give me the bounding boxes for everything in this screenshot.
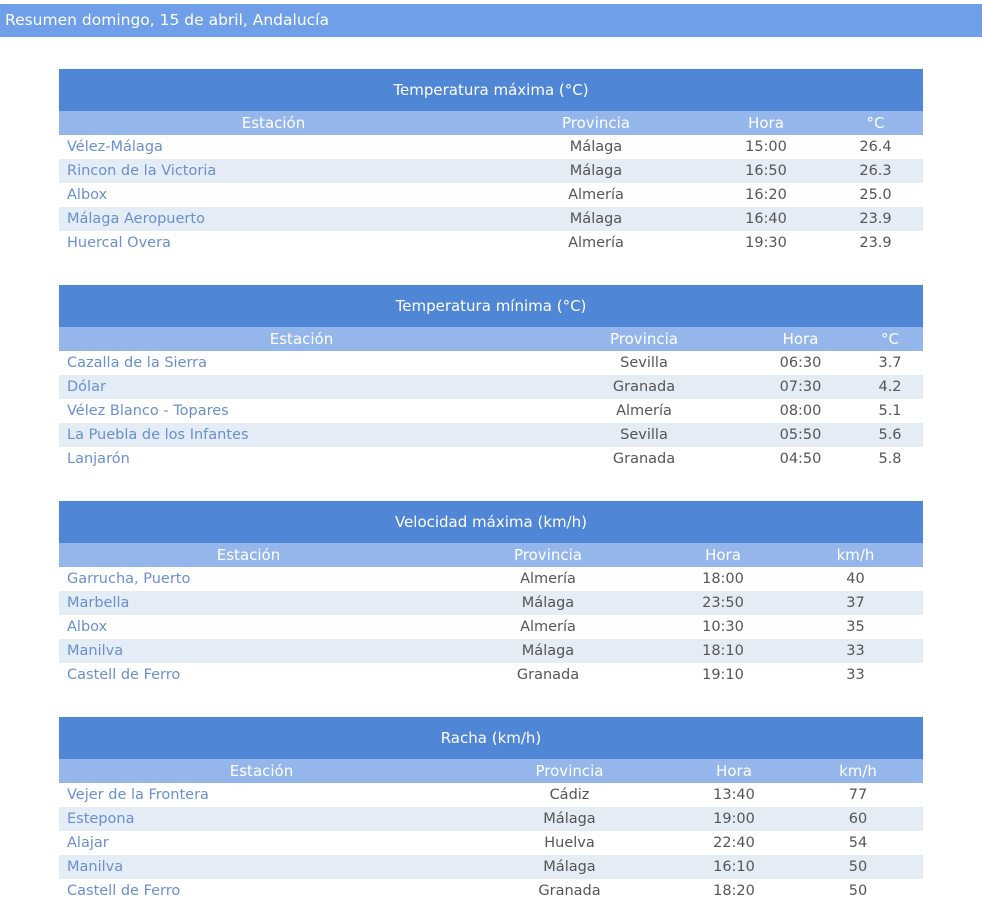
table-row bbox=[59, 663, 923, 687]
value-cell: 5.1 bbox=[878, 403, 902, 419]
column-header-time: Hora bbox=[675, 759, 793, 783]
data-table bbox=[59, 111, 923, 255]
time-cell: 18:10 bbox=[658, 639, 788, 663]
province-cell: Cádiz bbox=[549, 787, 590, 803]
time-cell: 19:30 bbox=[745, 235, 787, 251]
value-cell: 5.6 bbox=[857, 423, 923, 447]
value-cell: 26.3 bbox=[828, 159, 923, 183]
station-link[interactable]: Garrucha, Puerto bbox=[67, 571, 191, 587]
value-cell: 40 bbox=[846, 571, 865, 587]
table-row bbox=[59, 351, 923, 375]
province-cell: Málaga bbox=[464, 807, 675, 831]
time-cell: 13:40 bbox=[713, 787, 755, 803]
value-cell: 60 bbox=[793, 807, 923, 831]
table-title: Temperatura máxima (°C) bbox=[59, 69, 923, 111]
column-header-province: Provincia bbox=[488, 111, 704, 135]
station-link[interactable]: Albox bbox=[67, 619, 108, 635]
value-cell: 23.9 bbox=[859, 235, 892, 251]
table-row bbox=[59, 423, 923, 447]
column-header-value: °C bbox=[857, 327, 923, 351]
time-cell: 05:50 bbox=[744, 423, 857, 447]
value-cell: 33 bbox=[788, 639, 923, 663]
province-cell: Granada bbox=[544, 375, 744, 399]
table-row bbox=[59, 807, 923, 831]
table-title: Temperatura mínima (°C) bbox=[59, 285, 923, 327]
station-link[interactable]: Vejer de la Frontera bbox=[67, 787, 209, 803]
column-header-station: Estación bbox=[59, 111, 488, 135]
station-link[interactable]: Vélez-Málaga bbox=[67, 139, 163, 155]
column-header-province: Provincia bbox=[464, 759, 675, 783]
column-header-time: Hora bbox=[658, 543, 788, 567]
value-cell: 5.8 bbox=[878, 451, 902, 467]
table-row bbox=[59, 783, 923, 807]
table-max-wind-speed bbox=[59, 501, 923, 687]
table-row bbox=[59, 615, 923, 639]
table-row bbox=[59, 855, 923, 879]
value-cell: 26.4 bbox=[859, 139, 892, 155]
station-link[interactable]: Rincon de la Victoria bbox=[59, 159, 488, 183]
time-cell: 19:10 bbox=[702, 667, 744, 683]
table-wind-gust bbox=[59, 717, 923, 903]
station-link[interactable]: Cazalla de la Sierra bbox=[67, 355, 208, 371]
table-max-temperature bbox=[59, 69, 923, 255]
time-cell: 10:30 bbox=[702, 619, 744, 635]
column-header-value: °C bbox=[828, 111, 923, 135]
province-cell: Málaga bbox=[464, 855, 675, 879]
table-row bbox=[59, 231, 923, 255]
province-cell: Sevilla bbox=[620, 355, 668, 371]
time-cell: 16:10 bbox=[675, 855, 793, 879]
province-cell: Almería bbox=[568, 187, 624, 203]
time-cell: 07:30 bbox=[744, 375, 857, 399]
station-link[interactable]: Lanjarón bbox=[67, 451, 130, 467]
value-cell: 23.9 bbox=[828, 207, 923, 231]
province-cell: Almería bbox=[520, 619, 576, 635]
table-row bbox=[59, 399, 923, 423]
station-link[interactable]: Estepona bbox=[59, 807, 464, 831]
value-cell: 77 bbox=[848, 787, 868, 803]
station-link[interactable]: Manilva bbox=[59, 855, 464, 879]
value-cell: 25.0 bbox=[859, 187, 892, 203]
data-table bbox=[59, 759, 923, 903]
value-cell: 4.2 bbox=[857, 375, 923, 399]
summary-header: Resumen domingo, 15 de abril, Andalucía bbox=[0, 4, 982, 37]
time-cell: 04:50 bbox=[779, 451, 822, 467]
station-link[interactable]: Alajar bbox=[67, 835, 109, 851]
time-cell: 08:00 bbox=[779, 403, 822, 419]
table-min-temperature bbox=[59, 285, 923, 471]
data-table bbox=[59, 327, 923, 471]
station-link[interactable]: Dólar bbox=[59, 375, 544, 399]
province-cell: Almería bbox=[568, 235, 624, 251]
table-row bbox=[59, 159, 923, 183]
time-cell: 06:30 bbox=[779, 355, 822, 371]
column-header-time: Hora bbox=[704, 111, 828, 135]
table-row bbox=[59, 447, 923, 471]
column-header-station: Estación bbox=[59, 543, 438, 567]
time-cell: 19:00 bbox=[675, 807, 793, 831]
province-cell: Málaga bbox=[438, 591, 658, 615]
province-cell: Málaga bbox=[488, 159, 704, 183]
station-link[interactable]: Castell de Ferro bbox=[67, 667, 181, 683]
province-cell: Granada bbox=[516, 667, 580, 683]
station-link[interactable]: Vélez Blanco - Topares bbox=[67, 403, 229, 419]
province-cell: Huelva bbox=[544, 835, 595, 851]
station-link[interactable]: Castell de Ferro bbox=[67, 883, 181, 899]
time-cell: 16:20 bbox=[745, 187, 787, 203]
province-cell: Granada bbox=[612, 451, 676, 467]
table-row bbox=[59, 879, 923, 903]
column-header-province: Provincia bbox=[438, 543, 658, 567]
table-title: Velocidad máxima (km/h) bbox=[59, 501, 923, 543]
column-header-province: Provincia bbox=[544, 327, 744, 351]
station-link[interactable]: Marbella bbox=[59, 591, 438, 615]
station-link[interactable]: Albox bbox=[67, 187, 108, 203]
value-cell: 3.7 bbox=[878, 355, 902, 371]
station-link[interactable]: Málaga Aeropuerto bbox=[59, 207, 488, 231]
province-cell: Málaga bbox=[438, 639, 658, 663]
province-cell: Almería bbox=[616, 403, 672, 419]
column-header-time: Hora bbox=[744, 327, 857, 351]
column-header-station: Estación bbox=[59, 759, 464, 783]
table-row bbox=[59, 135, 923, 159]
value-cell: 50 bbox=[848, 883, 868, 899]
province-cell: Sevilla bbox=[544, 423, 744, 447]
value-cell: 35 bbox=[846, 619, 865, 635]
time-cell: 22:40 bbox=[713, 835, 755, 851]
station-link[interactable]: Manilva bbox=[59, 639, 438, 663]
province-cell: Málaga bbox=[488, 207, 704, 231]
table-row bbox=[59, 183, 923, 207]
table-row bbox=[59, 591, 923, 615]
time-cell: 16:40 bbox=[704, 207, 828, 231]
time-cell: 15:00 bbox=[745, 139, 787, 155]
time-cell: 16:50 bbox=[704, 159, 828, 183]
data-table bbox=[59, 543, 923, 687]
province-cell: Málaga bbox=[569, 139, 623, 155]
table-row bbox=[59, 375, 923, 399]
time-cell: 18:20 bbox=[713, 883, 755, 899]
table-row bbox=[59, 207, 923, 231]
column-header-value: km/h bbox=[788, 543, 923, 567]
table-row bbox=[59, 639, 923, 663]
time-cell: 18:00 bbox=[702, 571, 744, 587]
station-link[interactable]: La Puebla de los Infantes bbox=[59, 423, 544, 447]
province-cell: Almería bbox=[520, 571, 576, 587]
column-header-station: Estación bbox=[59, 327, 544, 351]
column-header-value: km/h bbox=[793, 759, 923, 783]
table-row bbox=[59, 567, 923, 591]
value-cell: 54 bbox=[848, 835, 868, 851]
province-cell: Granada bbox=[538, 883, 601, 899]
value-cell: 33 bbox=[846, 667, 865, 683]
value-cell: 37 bbox=[788, 591, 923, 615]
table-title: Racha (km/h) bbox=[59, 717, 923, 759]
value-cell: 50 bbox=[793, 855, 923, 879]
time-cell: 23:50 bbox=[658, 591, 788, 615]
station-link[interactable]: Huercal Overa bbox=[67, 235, 171, 251]
table-row bbox=[59, 831, 923, 855]
